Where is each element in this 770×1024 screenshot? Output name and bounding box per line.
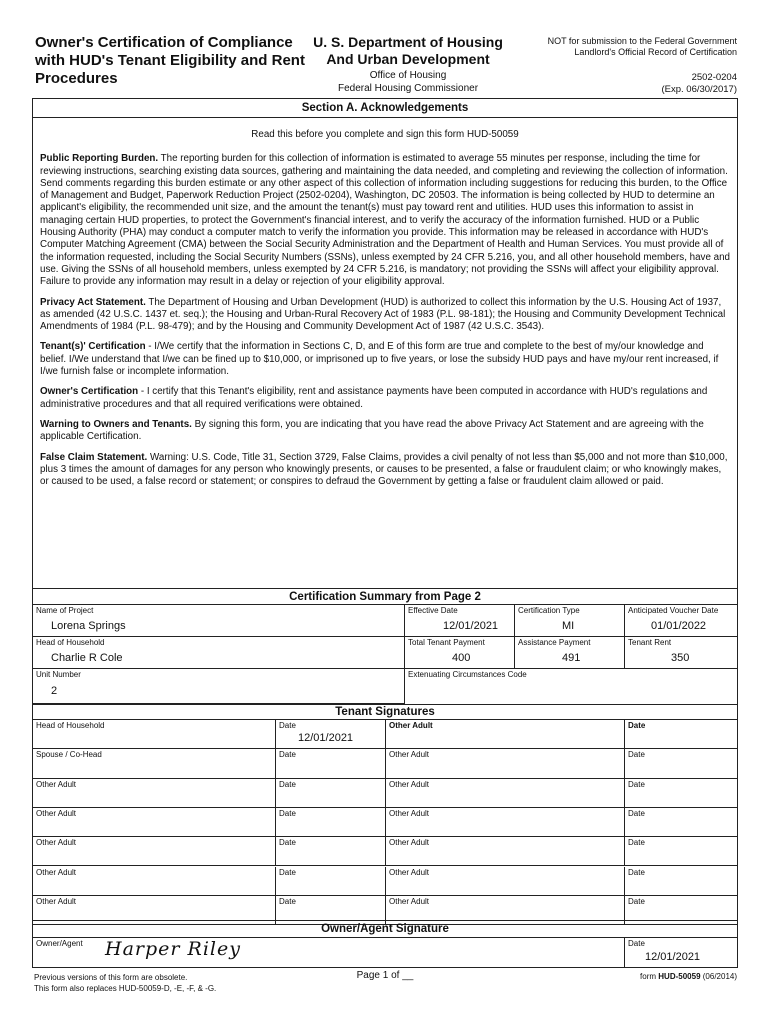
tenant-date-cell[interactable] [625,779,737,808]
notice-line-2: Landlord's Official Record of Certification [574,47,737,57]
tenant-signatures-title: Tenant Signatures [33,704,737,720]
date-label: Date [279,896,296,906]
date-label: Date [279,808,296,818]
tenant-date-cell[interactable] [625,867,737,896]
signature-label: Other Adult [389,779,430,789]
footer-notes [34,972,216,994]
tenant-signature-cell[interactable] [386,837,625,866]
summary-title: Certification Summary from Page 2 [33,588,737,605]
signature-label: Other Adult [36,808,77,818]
unit-number-value: 2 [51,685,58,697]
tenant-signature-cell[interactable] [386,720,625,749]
page-number: Page 1 of __ [356,970,414,981]
omb-number: 2502-0204 [691,72,737,83]
tenant-signature-cell[interactable] [386,749,625,778]
tenant-date-value: 12/01/2021 [298,732,354,744]
tenant-date-cell[interactable] [276,808,386,837]
tenant-signature-cell[interactable] [386,867,625,896]
signature-label: Other Adult [389,838,430,848]
department-name [308,34,508,68]
owner-signature: Harper Riley [105,938,241,960]
date-label: Date [279,721,296,730]
tenant-rent-field[interactable] [625,637,737,669]
effective-date-value: 12/01/2021 [443,620,499,632]
section-a-title: Section A. Acknowledgements [33,99,737,118]
tenant-signature-cell[interactable] [33,837,276,866]
warning-statement: Warning to Owners and Tenants. By signing this form, you are indicating that you have read the above Privacy Act Statement and are agreeing with the applicable Certification. [40,418,704,443]
project-name-value: Lorena Springs [51,620,126,632]
owner-signature-field[interactable] [33,938,625,968]
assistance-payment-value: 491 [562,652,581,664]
signature-label: Other Adult [36,896,77,906]
department-line-2: And Urban Development [326,51,490,67]
tenant-rent-label: Tenant Rent [628,638,672,647]
acknowledgements [40,129,730,496]
voucher-date-label: Anticipated Voucher Date [628,606,719,615]
owner-date-field[interactable] [625,938,737,968]
signature-label: Head of Household [36,721,105,730]
tenant-signature-cell[interactable] [33,720,276,749]
tenant-signature-cell[interactable] [386,808,625,837]
tenant-signature-cell[interactable] [33,779,276,808]
tenant-date-cell[interactable] [276,779,386,808]
tenant-date-cell[interactable] [625,808,737,837]
extenuating-code-field[interactable] [405,669,737,704]
signature-label: Spouse / Co-Head [36,750,102,760]
tenant-date-cell[interactable] [276,867,386,896]
signature-label: Other Adult [389,867,430,877]
read-notice: Read this before you complete and sign this form HUD-50059 [251,129,519,140]
date-label: Date [628,867,645,877]
tenant-date-cell[interactable] [625,837,737,866]
form-title: Owner's Certification of Compliance with HUD's Tenant Eligibility and Rent Procedures [35,34,305,87]
false-claim-statement: False Claim Statement. Warning: U.S. Code, Title 31, Section 3729, False Claims, provides a civil penalty of not less than $5,000 and not more than $10,000, plus 3 times the amount of damages for any person who knowingly presents, or causes to be presented, a false or fraudulent claim; or who knowingly makes, or caused to be used, a false record or statement; or conspires to defraud the Government by getting a false or fraudulent claim allowed or paid. [40,451,728,488]
notice-line-1: NOT for submission to the Federal Government [547,36,737,46]
head-of-household-label: Head of Household [36,638,105,647]
head-of-household-field[interactable] [33,637,405,669]
certification-type-value: MI [562,620,575,632]
tenant-signature-cell[interactable] [33,808,276,837]
omb-info [600,72,737,96]
tenant-date-cell[interactable] [276,720,386,749]
effective-date-field[interactable] [405,605,515,637]
footer-replaces-note: This form also replaces HUD-50059-D, -E, -F, & -G. [34,984,217,993]
project-name-field[interactable] [33,605,405,637]
office-line-2: Federal Housing Commissioner [337,82,479,94]
tenant-date-cell[interactable] [625,749,737,778]
department-line-1: U. S. Department of Housing [313,34,503,50]
total-tenant-payment-label: Total Tenant Payment [408,638,485,647]
signature-label: Other Adult [389,721,433,730]
signature-label: Other Adult [36,867,77,877]
tenant-date-cell[interactable] [276,749,386,778]
office-line-1: Office of Housing [369,70,447,81]
signature-label: Other Adult [389,750,430,760]
total-tenant-payment-value: 400 [452,652,471,664]
date-label: Date [279,867,296,877]
tenant-date-cell[interactable] [276,837,386,866]
assistance-payment-field[interactable] [515,637,625,669]
assistance-payment-label: Assistance Payment [518,638,591,647]
tenant-certification: Tenant(s)' Certification - I/We certify that the information in Sections C, D, and E of this form are true and complete to the best of my/our knowledge and belief. I/We understand that I/we can be fined up to $10,000, or imprisoned up to five years, or lose the subsidy HUD pays and have my/our rent increased, if I/we furnish false or incomplete information. [40,341,719,378]
voucher-date-value: 01/01/2022 [651,620,707,632]
date-label: Date [279,838,296,848]
signature-label: Other Adult [36,838,77,848]
date-label: Date [628,721,646,730]
submission-notice [505,36,737,58]
unit-number-field[interactable] [33,669,405,704]
date-label: Date [628,750,645,760]
date-label: Date [628,779,645,789]
date-label: Date [279,750,296,760]
tenant-date-cell[interactable] [625,720,737,749]
date-label: Date [279,779,296,789]
form-identifier: form HUD-50059 (06/2014) [640,972,737,981]
total-tenant-payment-field[interactable] [405,637,515,669]
owner-certification: Owner's Certification - I certify that this Tenant's eligibility, rent and assistance payments have been computed in accordance with HUD's regulations and administrative procedures and that all required verifications were obtained. [40,386,708,410]
footer-obsolete-note: Previous versions of this form are obsolete. [34,973,188,982]
form-frame [32,98,738,968]
project-name-label: Name of Project [36,606,94,615]
extenuating-code-label: Extenuating Circumstances Code [408,670,527,679]
head-of-household-value: Charlie R Cole [51,652,123,664]
tenant-signature-cell[interactable] [33,749,276,778]
signature-label: Other Adult [36,779,77,789]
date-label: Date [628,808,645,818]
privacy-act-statement: Privacy Act Statement. The Department of Housing and Urban Development (HUD) is authorized to collect this information by the U.S. Housing Act of 1937, as amended (42 U.S.C. 1437 et. seq.); the Housing and Urban-Rural Recovery Act of 1983 (P.L. 98-181); the Housing and Community Development Technical Amendments of 1984 (P.L. 98-479); and by the Housing and Community Development Act of 1987 (42 U.S.C. 3543). [40,296,726,333]
owner-signature-title: Owner/Agent Signature [33,920,737,938]
tenant-rent-value: 350 [671,652,690,664]
expiration-date: (Exp. 06/30/2017) [661,84,737,95]
date-label: Date [628,838,645,848]
office-name [308,70,508,95]
tenant-signature-cell[interactable] [386,779,625,808]
owner-agent-label: Owner/Agent [36,939,83,948]
voucher-date-field[interactable] [625,605,737,637]
unit-number-label: Unit Number [36,670,81,679]
tenant-signature-cell[interactable] [33,867,276,896]
signature-label: Other Adult [389,896,430,906]
owner-date-label: Date [628,939,645,948]
signature-label: Other Adult [389,808,430,818]
public-reporting-burden: Public Reporting Burden. The reporting burden for this collection of information is estimated to average 55 minutes per response, including the time for reviewing instructions, searching existing data sources, gathering and maintaining the data needed, and completing and reviewing the collection of information. Send comments regarding this burden estimate or any other aspect of this collection of information including suggestions for reducing this burden, to the Office of Management and Budget, Paperwork Reduction Project (2502-0204), Washington, DC 20503. The information is being collected by HUD to determine an applicant's eligibility, the recommended unit size, and the amount the tenant(s) must pay toward rent and utilities. HUD uses this information to assist in managing certain HUD properties, to protect the Government's financial interest, and to verify the accuracy of the information furnished. HUD or a Public Housing Authority (PHA) may conduct a computer match to verify the information you provide. This information may be released in accordance with HUD's Computer Matching Agreement (CMA) between the Social Security Administration and the Department of Health and Human Services. You must provide all of the information requested, including the Social Security Numbers (SSNs), unless exempted by 24 CFR 5.216, you, and all other household members, have and use. Giving the SSNs of all household members, unless exempted by 24 CFR 5.216, is mandatory; not providing the SSNs will affect your eligibility approval. Failure to provide any information may result in a delay or rejection of your eligibility approval. [40,153,730,288]
certification-type-label: Certification Type [518,606,580,615]
certification-type-field[interactable] [515,605,625,637]
owner-date-value: 12/01/2021 [645,951,701,963]
effective-date-label: Effective Date [408,606,458,615]
date-label: Date [628,896,645,906]
